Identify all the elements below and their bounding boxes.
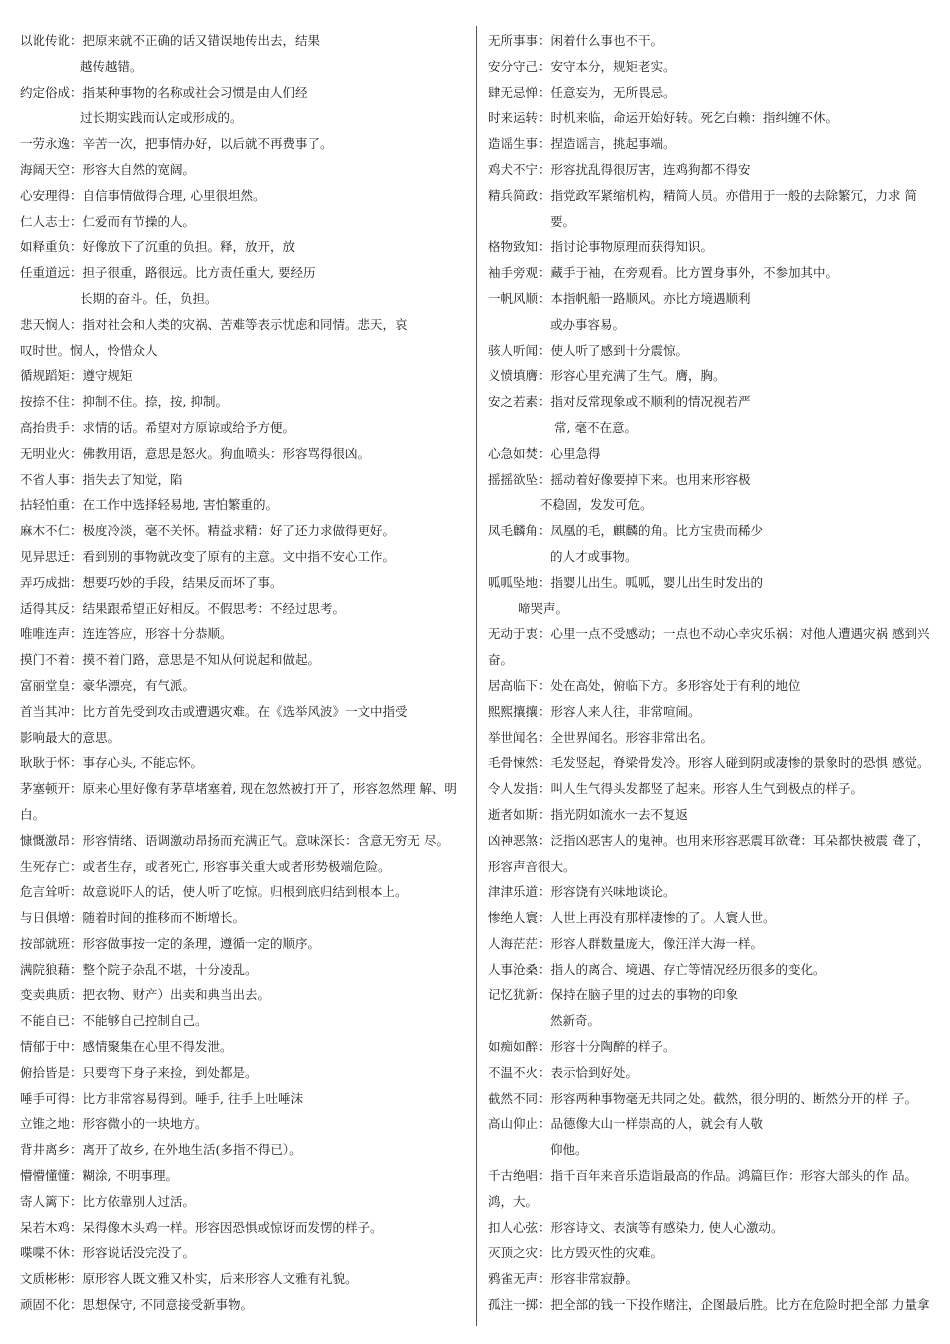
text-line: 呆若木鸡：呆得像木头鸡一样。形容因恐惧或惊讶而发愣的样子。 xyxy=(20,1219,383,1235)
text-line: 约定俗成：指某种事物的名称或社会习惯是由人们经 xyxy=(20,84,308,100)
text-line: 弄巧成拙：想要巧妙的手段，结果反而坏了事。 xyxy=(20,574,283,590)
text-line: 影响最大的意思。 xyxy=(20,729,121,745)
text-line: 截然不同：形容两种事物毫无共同之处。截然，很分明的、断然分开的样 子。 xyxy=(488,1090,917,1106)
text-line: 唯唯连声：连连答应，形容十分恭顺。 xyxy=(20,626,233,642)
text-line: 一帆风顺：本指帆船一路顺风。亦比方境遇顺利 xyxy=(488,290,751,306)
text-line: 茅塞顿开：原来心里好像有茅草堵塞着, 现在忽然被打开了，形容忽然理 解、明 xyxy=(20,781,457,797)
text-line: 拈轻怕重：在工作中选择轻易地, 害怕繁重的。 xyxy=(20,497,278,513)
text-line: 越传越错。 xyxy=(80,58,143,74)
text-line: 寄人篱下：比方依靠别人过活。 xyxy=(20,1193,196,1209)
text-line: 摸门不着：摸不着门路，意思是不知从何说起和做起。 xyxy=(20,652,321,668)
text-line: 无明业火：佛教用语，意思是怒火。狗血喷头：形容骂得很凶。 xyxy=(20,445,371,461)
text-line: 不稳固，发发可危。 xyxy=(540,497,653,513)
text-line: 灭顶之灾：比方毁灭性的灾难。 xyxy=(488,1245,664,1261)
text-line: 以讹传讹：把原来就不正确的话又错误地传出去，结果 xyxy=(20,33,321,48)
text-line: 记忆犹新：保持在脑子里的过去的事物的印象 xyxy=(488,987,739,1003)
text-line: 见异思迁：看到别的事物就改变了原有的主意。文中指不安心工作。 xyxy=(20,548,396,564)
text-line: 要。 xyxy=(550,213,576,229)
text-line: 时来运转：时机来临，命运开始好转。死乞白赖：指纠缠不休。 xyxy=(488,110,839,126)
text-line: 背井离乡：离开了故乡, 在外地生活(多指不得已）。 xyxy=(20,1142,302,1158)
text-line: 高山仰止：品德像大山一样崇高的人，就会有人敬 xyxy=(488,1116,764,1132)
text-line: 适得其反：结果跟希望正好相反。不假思考：不经过思考。 xyxy=(20,600,346,616)
text-line: 扣人心弦：形容诗文、表演等有感染力, 使人心激动。 xyxy=(488,1219,784,1235)
text-line: 无所事事：闲着什么事也不干。 xyxy=(488,33,664,48)
text-line: 骇人听闻：使人听了感到十分震惊。 xyxy=(488,342,689,358)
text-line: 海阔天空：形容大自然的宽阔。 xyxy=(20,161,196,177)
text-line: 悲天悯人：指对社会和人类的灾祸、苦难等表示忧虑和同情。悲天，哀 xyxy=(20,316,408,332)
text-line: 顽固不化：思想保守, 不同意接受新事物。 xyxy=(20,1297,253,1313)
text-line: 麻木不仁：极度冷淡，毫不关怀。精益求精：好了还力求做得更好。 xyxy=(20,523,396,539)
text-line: 人事沧桑：指人的离合、境遇、存亡等情况经历很多的变化。 xyxy=(488,961,826,977)
text-line: 呱呱坠地：指婴儿出生。呱呱，婴儿出生时发出的 xyxy=(488,574,764,590)
text-line: 逝者如斯：指光阴如流水一去不复返 xyxy=(488,806,689,822)
text-line: 生死存亡：或者生存，或者死亡, 形容事关重大或者形势极端危险。 xyxy=(20,858,391,874)
text-line: 白。 xyxy=(20,806,46,822)
text-line: 与日俱增：随着时间的推移而不断增长。 xyxy=(20,910,246,926)
text-line: 凶神恶煞：泛指凶恶害人的鬼神。也用来形容恶震耳欲聋：耳朵都快被震 聋了， xyxy=(488,832,930,848)
text-line: 长期的奋斗。任，负担。 xyxy=(80,290,218,306)
text-line: 义愤填膺：形容心里充满了生气。膺，胸。 xyxy=(488,368,726,384)
text-line: 仁人志士：仁爱而有节操的人。 xyxy=(20,213,196,229)
text-line: 精兵简政：指党政军紧缩机构，精简人员。亦借用于一般的去除繁冗，力求 简 xyxy=(488,187,917,203)
text-line: 安之若素：指对反常现象或不顺利的情况视若严 xyxy=(488,394,751,410)
text-line: 循规蹈矩：遵守规矩 xyxy=(20,368,133,384)
text-line: 举世闻名：全世界闻名。形容非常出名。 xyxy=(488,729,714,745)
text-line: 袖手旁观：藏手于袖，在旁观看。比方置身事外，不参加其中。 xyxy=(488,265,839,281)
text-line: 然新奇。 xyxy=(550,1013,601,1029)
text-line: 肆无忌惮：任意妄为，无所畏忌。 xyxy=(488,84,676,100)
text-line: 心安理得：自信事情做得合理, 心里很坦然。 xyxy=(20,187,266,203)
text-line: 熙熙攘攘：形容人来人往，非常喧闹。 xyxy=(488,703,701,719)
text-line: 立锥之地：形容微小的一块地方。 xyxy=(20,1116,208,1132)
text-line: 鸿，大。 xyxy=(488,1193,539,1209)
text-line: 唾手可得：比方非常容易得到。唾手, 往手上吐唾沫 xyxy=(20,1090,303,1106)
text-line: 千古绝唱：指千百年来音乐造诣最高的作品。鸿篇巨作：形容大部头的作 品。 xyxy=(488,1168,917,1184)
right-column xyxy=(488,28,938,1318)
text-line: 啼哭声。 xyxy=(518,600,569,616)
text-line: 奋。 xyxy=(488,652,514,668)
text-line: 常, 毫不在意。 xyxy=(554,419,637,435)
text-line: 不能自已：不能够自己控制自己。 xyxy=(20,1013,208,1029)
text-line: 慷慨激昂：形容情绪、语调激动昂扬而充满正气。意味深长：含意无穷无 尽。 xyxy=(20,832,449,848)
text-line: 鸦雀无声：形容非常寂静。 xyxy=(488,1271,639,1287)
text-line: 耿耿于怀：事存心头, 不能忘怀。 xyxy=(20,755,203,771)
text-line: 高抬贵手：求情的话。希望对方原谅或给予方便。 xyxy=(20,419,296,435)
text-line: 摇摇欲坠：摇动着好像要掉下来。也用来形容极 xyxy=(488,471,751,487)
left-column xyxy=(20,28,460,1318)
text-line: 无动于衷：心里一点不受感动；一点也不动心幸灾乐祸：对他人遭遇灾祸 感到兴 xyxy=(488,626,930,642)
text-line: 惨绝人寰：人世上再没有那样凄惨的了。人寰人世。 xyxy=(488,910,776,926)
text-line: 一劳永逸：辛苦一次，把事情办好，以后就不再费事了。 xyxy=(20,136,333,152)
text-line: 危言耸听：故意说吓人的话，使人听了吃惊。归根到底归结到根本上。 xyxy=(20,884,408,900)
text-line: 格物致知：指讨论事物原理而获得知识。 xyxy=(488,239,714,255)
text-line: 满院狼藉：整个院子杂乱不堪，十分凌乱。 xyxy=(20,961,258,977)
text-line: 毛骨悚然：毛发竖起，脊梁骨发冷。形容人碰到阴或凄惨的景象时的恐惧 感觉。 xyxy=(488,755,930,771)
text-line: 任重道远：担子很重，路很远。比方责任重大, 要经历 xyxy=(20,265,316,281)
text-line: 形容声音很大。 xyxy=(488,858,576,874)
text-line: 俯拾皆是：只要弯下身子来捡，到处都是。 xyxy=(20,1064,258,1080)
text-line: 如痴如醉：形容十分陶醉的样子。 xyxy=(488,1039,676,1055)
text-line: 喋喋不休：形容说话没完没了。 xyxy=(20,1245,196,1261)
column-divider xyxy=(476,26,477,1326)
text-line: 的人才或事物。 xyxy=(550,548,638,564)
text-line: 仰他。 xyxy=(550,1142,588,1158)
text-line: 人海茫茫：形容人群数量庞大，像汪洋大海一样。 xyxy=(488,935,764,951)
text-line: 首当其冲：比方首先受到攻击或遭遇灾难。在《选举风波》一文中指受 xyxy=(20,703,408,719)
text-line: 令人发指：叫人生气得头发都竖了起来。形容人生气到极点的样子。 xyxy=(488,781,864,797)
text-line: 叹时世。悯人，怜惜众人 xyxy=(20,342,158,358)
text-line: 富丽堂皇：豪华漂亮，有气派。 xyxy=(20,677,196,693)
text-line: 按捺不住：抑制不住。捺，按, 抑制。 xyxy=(20,394,228,410)
text-line: 凤毛麟角：凤凰的毛，麒麟的角。比方宝贵而稀少 xyxy=(488,523,764,539)
text-line: 居高临下：处在高处，俯临下方。多形容处于有利的地位 xyxy=(488,677,801,693)
text-line: 过长期实践而认定或形成的。 xyxy=(80,110,243,126)
text-line: 鸡犬不宁：形容扰乱得很厉害，连鸡狗都不得安 xyxy=(488,161,751,177)
text-line: 安分守己：安守本分，规矩老实。 xyxy=(488,58,676,74)
text-line: 如释重负：好像放下了沉重的负担。释，放开，放 xyxy=(20,239,296,255)
text-line: 情郁于中：感情聚集在心里不得发泄。 xyxy=(20,1039,233,1055)
text-line: 不温不火：表示恰到好处。 xyxy=(488,1064,639,1080)
text-line: 津津乐道：形容饶有兴味地谈论。 xyxy=(488,884,676,900)
text-line: 心急如焚：心里急得 xyxy=(488,445,601,461)
text-line: 孤注一掷：把全部的钱一下投作赌注，企图最后胜。比方在危险时把全部 力量拿 xyxy=(488,1297,930,1313)
text-line: 懵懵懂懂：糊涂, 不明事理。 xyxy=(20,1168,178,1184)
text-line: 变卖典质：把衣物、财产）出卖和典当出去。 xyxy=(20,987,271,1003)
text-line: 不省人事：指失去了知觉，陷 xyxy=(20,471,183,487)
text-line: 按部就班：形容做事按一定的条理，遵循一定的顺序。 xyxy=(20,935,321,951)
text-line: 或办事容易。 xyxy=(550,316,626,332)
text-line: 造谣生事：捏造谣言，挑起事端。 xyxy=(488,136,676,152)
text-line: 文质彬彬：原形容人既文雅又朴实，后来形容人文雅有礼貌。 xyxy=(20,1271,358,1287)
